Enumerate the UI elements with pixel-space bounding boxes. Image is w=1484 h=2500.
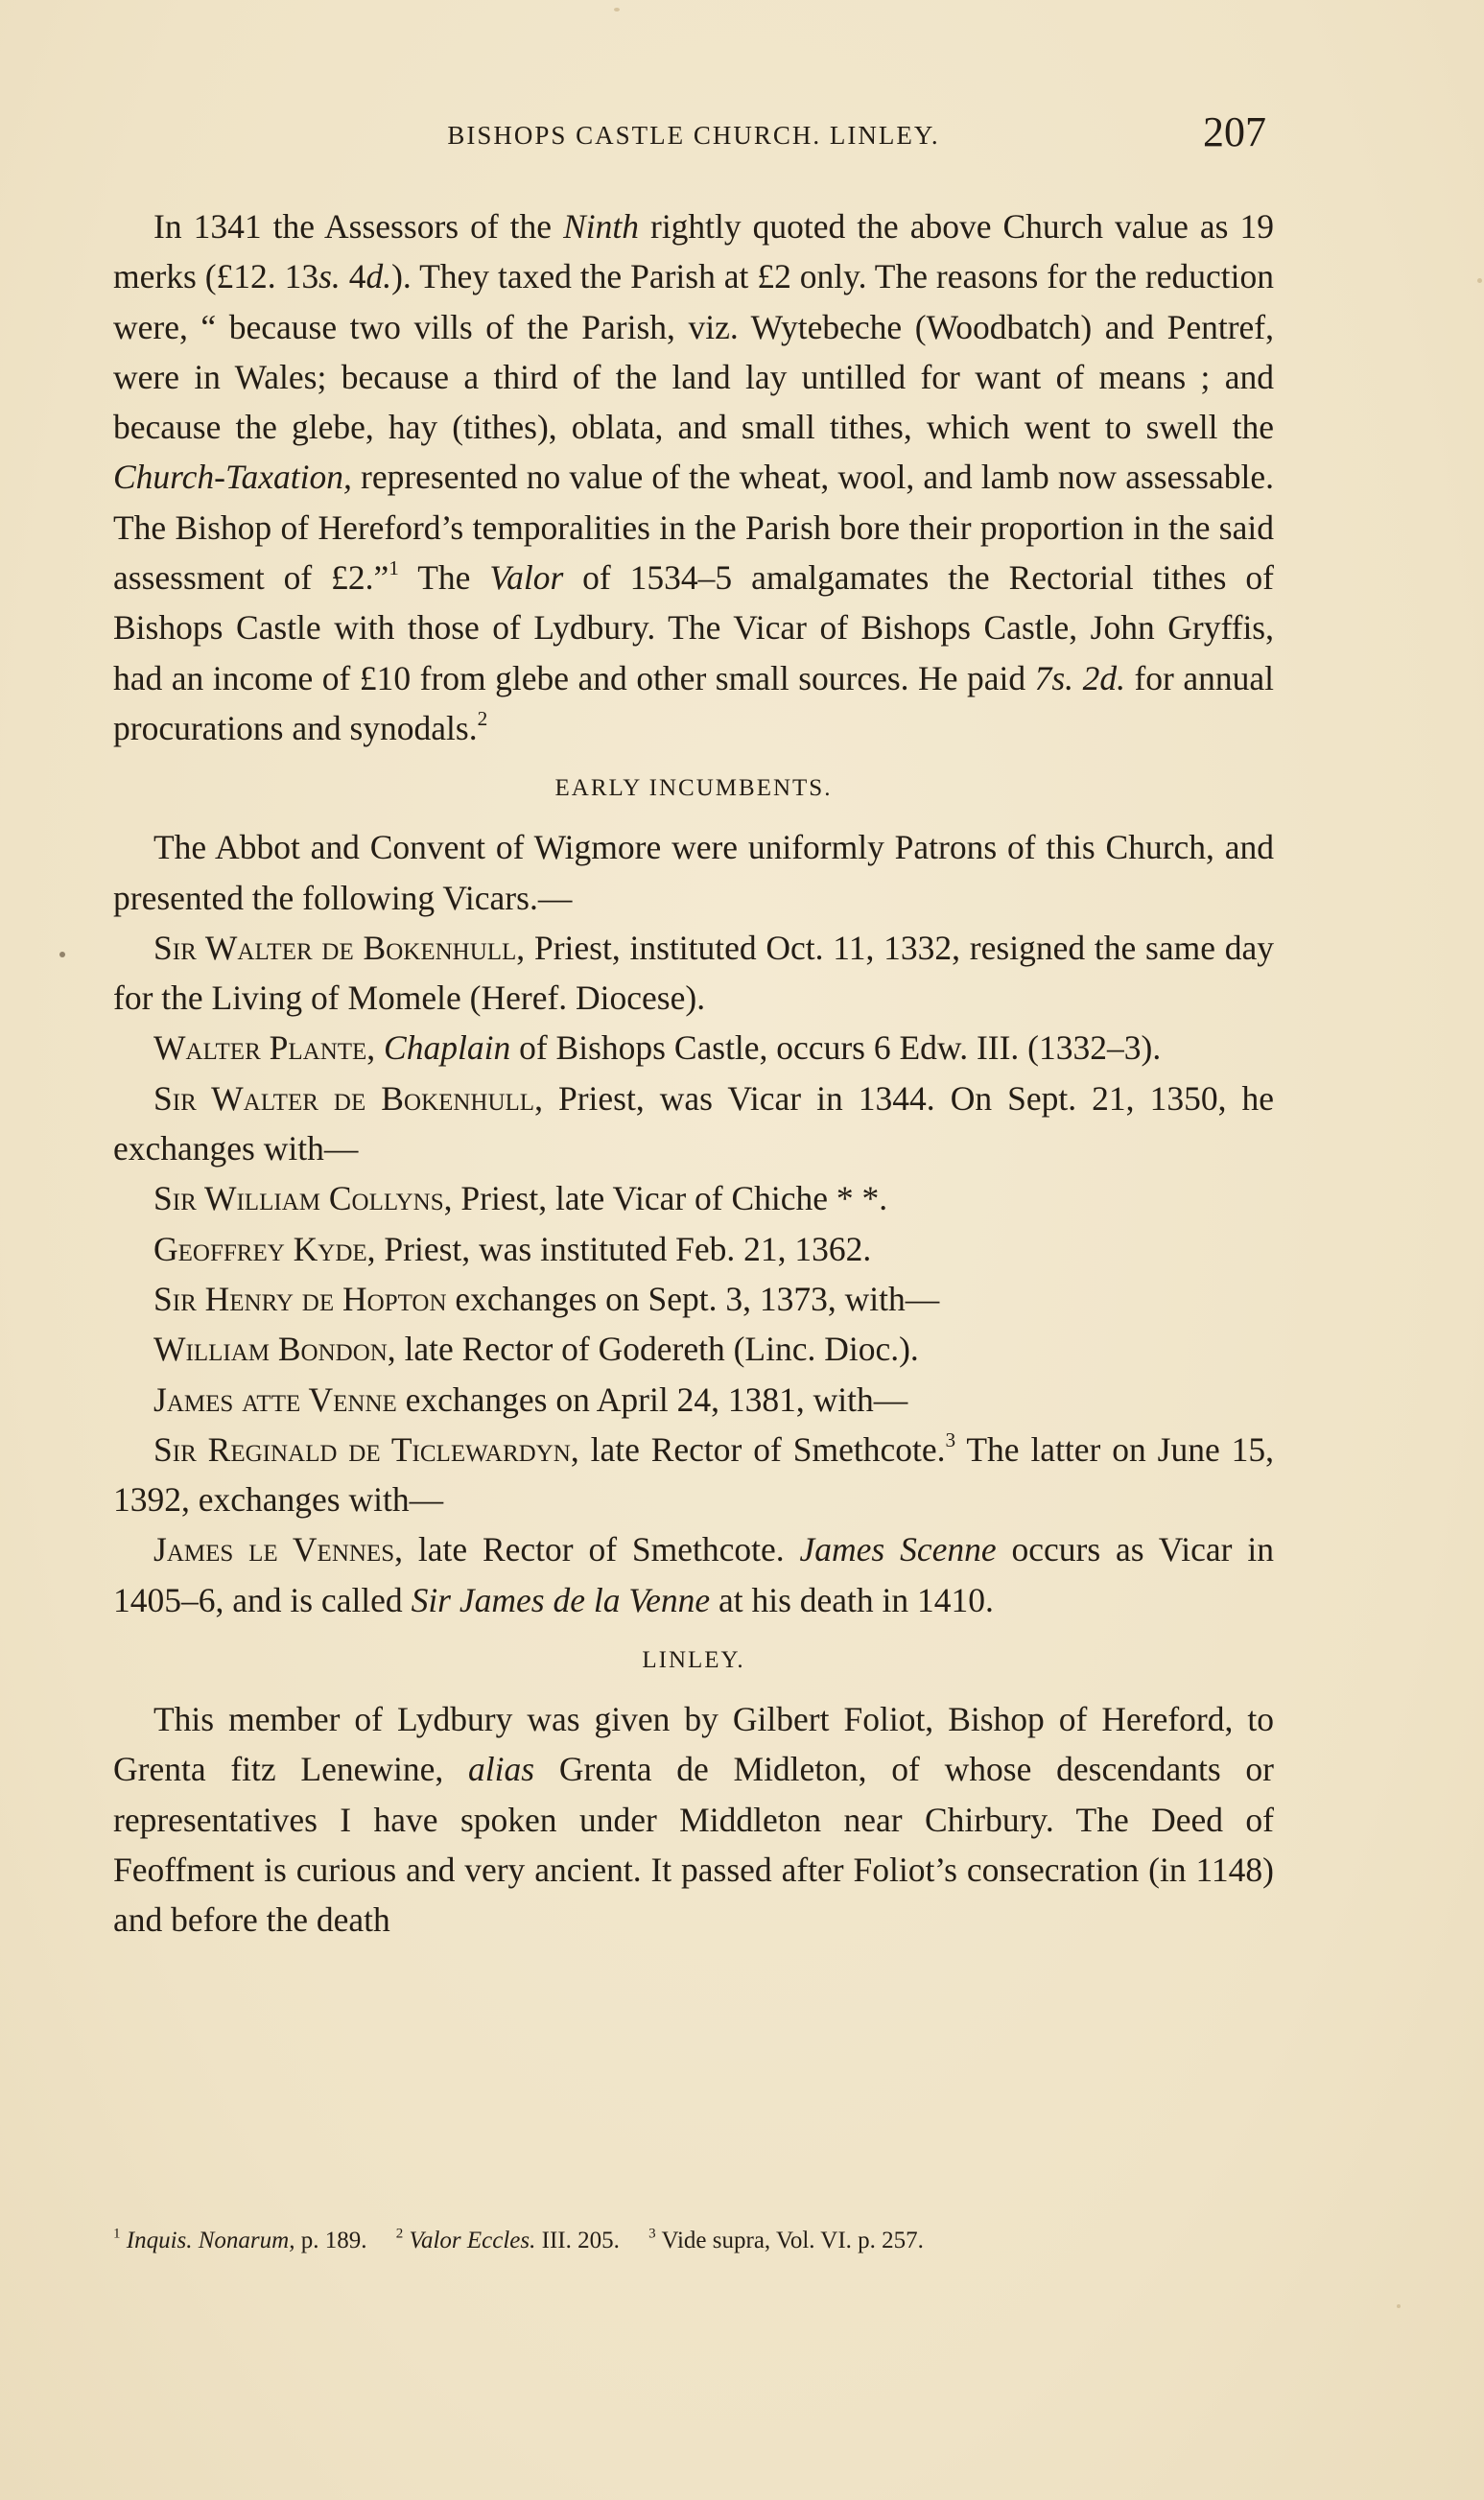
paper-speck — [1397, 2304, 1401, 2308]
paragraph-linley: This member of Lydbury was given by Gilbert Foliot, Bishop of Hereford, to Grenta fitz Lenewine, alias Grenta de Midleton, of whose descendants or representatives I have spoken under Middleton near Chirbury. The Deed of Feoffment is curious and very ancient. It passed after Foliot’s consecration (in 1148) and before the death — [113, 1700, 1274, 1940]
footnote-1: $^1$ Inquis. Nonarum, p. 189. — [113, 2226, 367, 2253]
page-header — [113, 104, 1274, 161]
incumbent-entry: Sir Walter de Bokenhull, Priest, instituted Oct. 11, 1332, resigned the same day for the Living of Momele (Heref. Diocese). — [113, 928, 1274, 1018]
incumbent-entry: Sir Walter de Bokenhull, Priest, was Vicar in 1344. On Sept. 21, 1350, he exchanges with— — [113, 1078, 1274, 1168]
incumbent-entry: James le Vennes, late Rector of Smethcote. James Scenne occurs as Vicar in 1405–6, and is called Sir James de la Venne at his death in 1410. — [113, 1530, 1274, 1619]
paper-speck — [614, 8, 620, 12]
running-head: BISHOPS CASTLE CHURCH. LINLEY. — [447, 121, 940, 150]
paragraph-patrons: The Abbot and Convent of Wigmore were uniformly Patrons of this Church, and presented the following Vicars.— — [113, 828, 1274, 917]
body-text — [113, 201, 1274, 1946]
footnote-ref-1: 1 — [389, 556, 399, 580]
heading-early-incumbents: EARLY INCUMBENTS. — [554, 775, 833, 802]
incumbent-entry: Sir Henry de Hopton exchanges on Sept. 3, 1373, with— — [153, 1279, 940, 1318]
footnote-ref-3: 3 — [945, 1427, 956, 1451]
footnotes — [113, 2224, 1284, 2258]
incumbent-entry: Walter Plante, Chaplain of Bishops Castle, occurs 6 Edw. III. (1332–3). — [153, 1028, 1162, 1068]
incumbent-entry: William Bondon, late Rector of Godereth (Linc. Dioc.). — [153, 1330, 919, 1369]
incumbent-entry: Sir William Collyns, Priest, late Vicar of Chiche * *. — [153, 1179, 888, 1218]
heading-linley: LINLEY. — [642, 1647, 745, 1674]
paragraph-assessment: In 1341 the Assessors of the Ninth rightly quoted the above Church value as 19 merks (£12. 13s. 4d.). They taxed the Parish at £2 only. The reasons for the reduction were, “ because two vills of the Parish, viz. Wytebeche (Woodbatch) and Pentref, were in Wales; because a third of the land lay untilled for want of means ; and because the glebe, hay (tithes), oblata, and small tithes, which went to swell the Church-Taxation, represented no value of the wheat, wool, and lamb now assessable. The Bishop of Hereford’s temporalities in the Parish bore their proportion in the said assessment of £2.”$^1$ The Valor of 1534–5 amalgamates the Rectorial tithes of Bishops Castle with those of Lydbury. The Vicar of Bishops Castle, John Gryffis, had an income of £10 from glebe and other small sources. He paid 7s. 2d. for annual procurations and synodals.$^2$ — [113, 207, 1275, 747]
footnote-ref-2: 2 — [477, 707, 488, 731]
paper-speck — [1477, 278, 1482, 283]
incumbent-entry: Geoffrey Kyde, Priest, was instituted Feb. 21, 1362. — [153, 1229, 872, 1268]
incumbent-entry: James atte Venne exchanges on April 24, 1381, with— — [153, 1380, 908, 1419]
page-number: 207 — [1203, 108, 1266, 155]
incumbent-entry: Sir Reginald de Ticlewardyn, late Rector of Smethcote.$^3$ The latter on June 15, 1392, exchanges with— — [113, 1427, 1275, 1520]
footnote-2: $^2$ Valor Eccles. III. 205. — [395, 2226, 620, 2253]
footnote-3: $^3$ Vide supra, Vol. VI. p. 257. — [648, 2226, 924, 2253]
paper-speck — [59, 952, 65, 957]
